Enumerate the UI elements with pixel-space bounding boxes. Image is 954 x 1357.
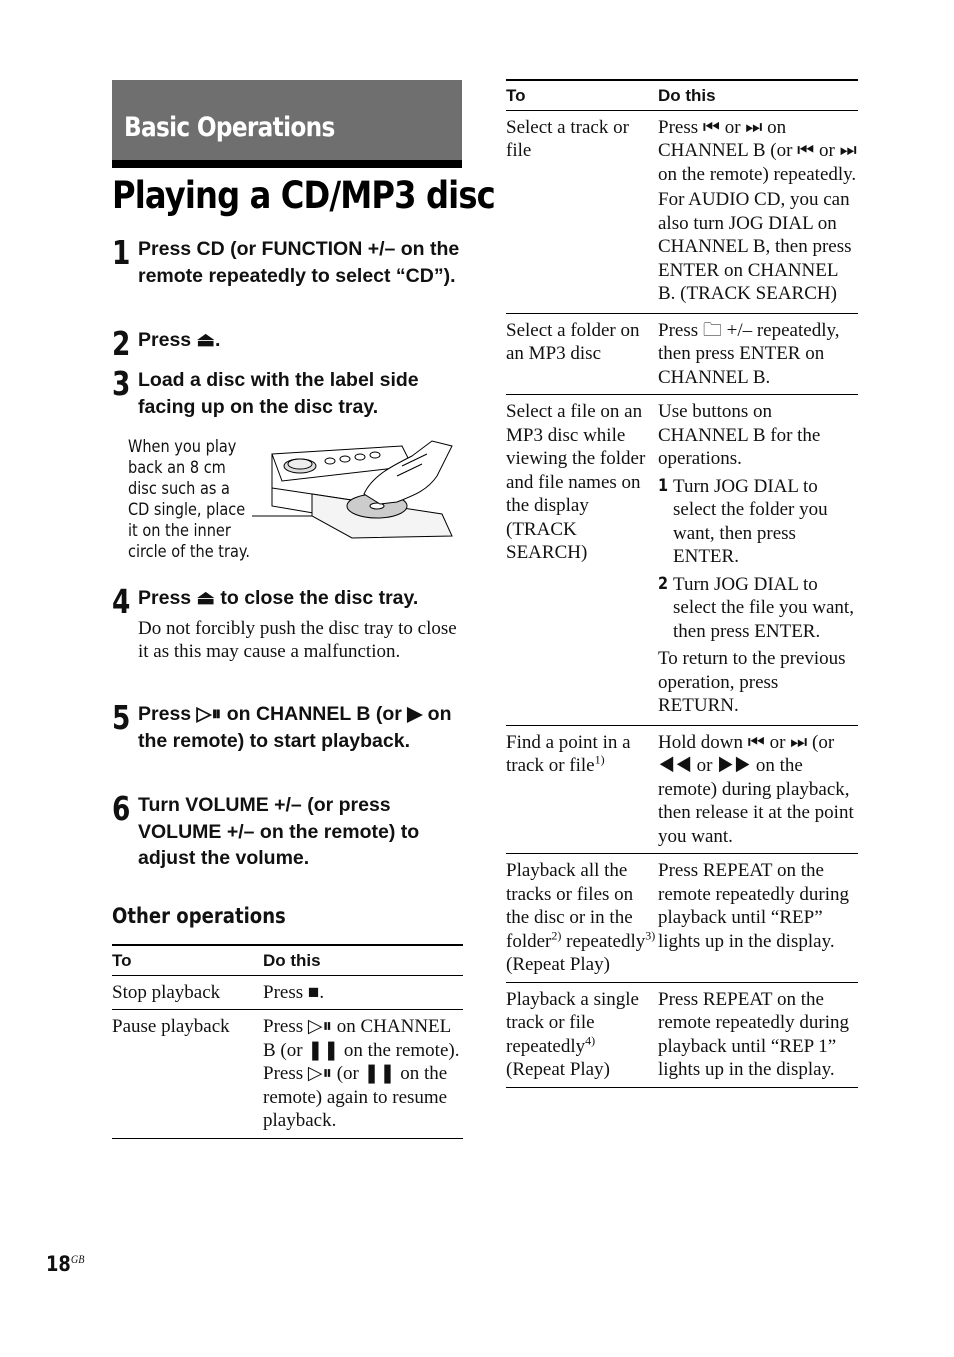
step-6: [112, 789, 462, 872]
disc-tray-illustration: [252, 436, 457, 544]
cell-do-this: Use buttons on CHANNEL B for the operations. 1 Turn JOG DIAL to select the folder you want, then press ENTER. 2 Turn JOG DIAL to select the file you want, then press ENTER. To return to the previous operation, press RETURN.: [658, 395, 858, 726]
page-number: $18^{GB}$: [46, 1252, 85, 1276]
disc-tray-caption: When you play back an 8 cm disc such as a CD single, place it on the inner circle of the tray.: [128, 437, 250, 561]
cell-do-this: Press REPEAT on the remote repeatedly during playback until “REP 1” lights up in the display.: [658, 982, 858, 1087]
table-row: [506, 982, 858, 1087]
section-title: Basic Operations: [124, 112, 335, 143]
column-header-do-this: Do this: [658, 80, 858, 110]
cell-do-this: Press 🗀 +/– repeatedly, then press ENTER on CHANNEL B.: [658, 313, 858, 395]
step-text: Turn VOLUME +/– (or press VOLUME +/– on the remote) to adjust the volume.: [138, 794, 420, 869]
cell-to: Playback all the tracks or files on the disc or in the folder$^{2)}$ repeatedly$^{3)}$ (Repeat Play): [506, 854, 658, 983]
table-row: [506, 725, 858, 854]
section-header-rule: [112, 160, 462, 168]
step-2: [112, 324, 462, 363]
step-1: [112, 233, 462, 289]
step-number: 6: [112, 789, 131, 828]
other-operations-table: [112, 944, 463, 1139]
step-number: 1: [112, 233, 131, 272]
step-text: Load a disc with the label side facing up on the disc tray.: [138, 369, 419, 418]
column-header-to: To: [112, 945, 263, 975]
cell-do-this: Press ■.: [263, 975, 463, 1010]
step-text: Press ▷⏸ on CHANNEL B (or ▶ on the remote) to start playback.: [138, 703, 452, 752]
cell-do-this: Press ⏮ or ⏭ on CHANNEL B (or ⏮ or ⏭ on the remote) repeatedly. For AUDIO CD, you can also turn JOG DIAL on CHANNEL B, then press ENTER on CHANNEL B. (TRACK SEARCH): [658, 110, 858, 313]
table-row: [112, 1010, 463, 1139]
step-text: Press ⏏ to close the disc tray.: [138, 587, 419, 609]
other-operations-heading: Other operations: [112, 904, 286, 928]
step-text: Press ⏏.: [138, 329, 221, 351]
cell-do-this: Hold down ⏮ or ⏭ (or ◀◀ or ▶▶ on the remote) during playback, then release it at the point you want.: [658, 725, 858, 854]
cell-to: Playback a single track or file repeatedly$^{4)}$ (Repeat Play): [506, 982, 658, 1087]
table-row: [506, 395, 858, 726]
step-number: 2: [112, 324, 131, 363]
cell-to: Stop playback: [112, 975, 263, 1010]
step-number: 5: [112, 698, 131, 737]
cell-to: Select a track or file: [506, 110, 658, 313]
table-header-row: [112, 945, 463, 975]
page-title: Playing a CD/MP3 disc: [112, 174, 495, 217]
column-header-to: To: [506, 80, 658, 110]
step-number: 3: [112, 364, 131, 403]
table-row: [506, 854, 858, 983]
table-row: [506, 110, 858, 313]
cell-to: Select a folder on an MP3 disc: [506, 313, 658, 395]
cell-to: Pause playback: [112, 1010, 263, 1139]
sub-step-1: 1 Turn JOG DIAL to select the folder you want, then press ENTER.: [658, 475, 828, 567]
table-header-row: [506, 80, 858, 110]
step-5: [112, 698, 462, 754]
sub-step-2: 2 Turn JOG DIAL to select the file you want, then press ENTER.: [658, 573, 854, 642]
cell-to: Find a point in a track or file$^{1)}$: [506, 725, 658, 854]
step-4: [112, 582, 462, 664]
operations-table-continued: [506, 79, 858, 1088]
step-3: [112, 364, 462, 420]
step-text: Press CD (or FUNCTION +/– on the remote repeatedly to select “CD”).: [138, 238, 460, 287]
cell-do-this: Press REPEAT on the remote repeatedly during playback until “REP” lights up in the display.: [658, 854, 858, 983]
cell-to: Select a file on an MP3 disc while viewing the folder and file names on the display (TRACK SEARCH): [506, 395, 658, 726]
step-note: Do not forcibly push the disc tray to close it as this may cause a malfunction.: [138, 617, 457, 662]
cell-do-this: Press ▷⏸ on CHANNEL B (or ❚❚ on the remote). Press ▷⏸ (or ❚❚ on the remote) again to resume playback.: [263, 1010, 463, 1139]
table-row: [112, 975, 463, 1010]
table-row: [506, 313, 858, 395]
column-header-do-this: Do this: [263, 945, 463, 975]
step-number: 4: [112, 582, 131, 621]
